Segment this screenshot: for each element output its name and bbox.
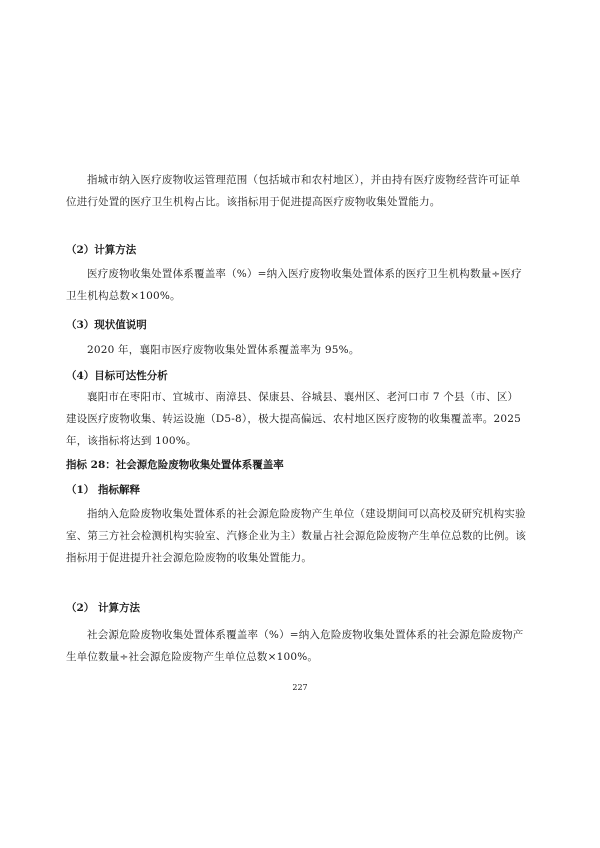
heading-feasibility-analysis: （4）目标可达性分析 bbox=[66, 370, 168, 382]
heading-calculation-method-2: （2） 计算方法 bbox=[66, 602, 140, 614]
page-number: 227 bbox=[292, 683, 308, 692]
heading-current-status: （3）现状值说明 bbox=[66, 319, 147, 331]
heading-calculation-method: （2）计算方法 bbox=[66, 244, 137, 256]
heading-indicator-28: 指标 28：社会源危险废物收集处置体系覆盖率 bbox=[66, 459, 284, 471]
paragraph-indicator-definition: 指城市纳入医疗废物收运管理范围（包括城市和农村地区），并由持有医疗废物经营许可证单位进行处置的医疗卫生机构占比。该指标用于促进提高医疗废物收集处置能力。 bbox=[66, 174, 521, 208]
paragraph-feasibility-analysis: 襄阳市在枣阳市、宜城市、南漳县、保康县、谷城县、襄州区、老河口市 7 个县（市、区）建设医疗废物收集、转运设施（D5-8），极大提高偏远、农村地区医疗废物的收集覆盖率。2025 年，该指标将达到 100%。 bbox=[66, 391, 521, 447]
paragraph-current-status: 2020 年，襄阳市医疗废物收集处置体系覆盖率为 95%。 bbox=[87, 344, 360, 356]
paragraph-indicator-explanation: 指纳入危险废物收集处置体系的社会源危险废物产生单位（建设期间可以高校及研究机构实验室、第三方社会检测机构实验室、汽修企业为主）数量占社会源危险废物产生单位总数的比例。该指标用于促进提升社会源危险废物的收集处置能力。 bbox=[66, 508, 527, 564]
heading-indicator-explanation: （1） 指标解释 bbox=[66, 484, 140, 496]
paragraph-calculation-formula: 医疗废物收集处置体系覆盖率（%）=纳入医疗废物收集处置体系的医疗卫生机构数量÷医疗卫生机构总数×100%。 bbox=[66, 268, 522, 302]
paragraph-calculation-formula-2: 社会源危险废物收集处置体系覆盖率（%）=纳入危险废物收集处置体系的社会源危险废物产生单位数量÷社会源危险废物产生单位总数×100%。 bbox=[66, 629, 524, 663]
